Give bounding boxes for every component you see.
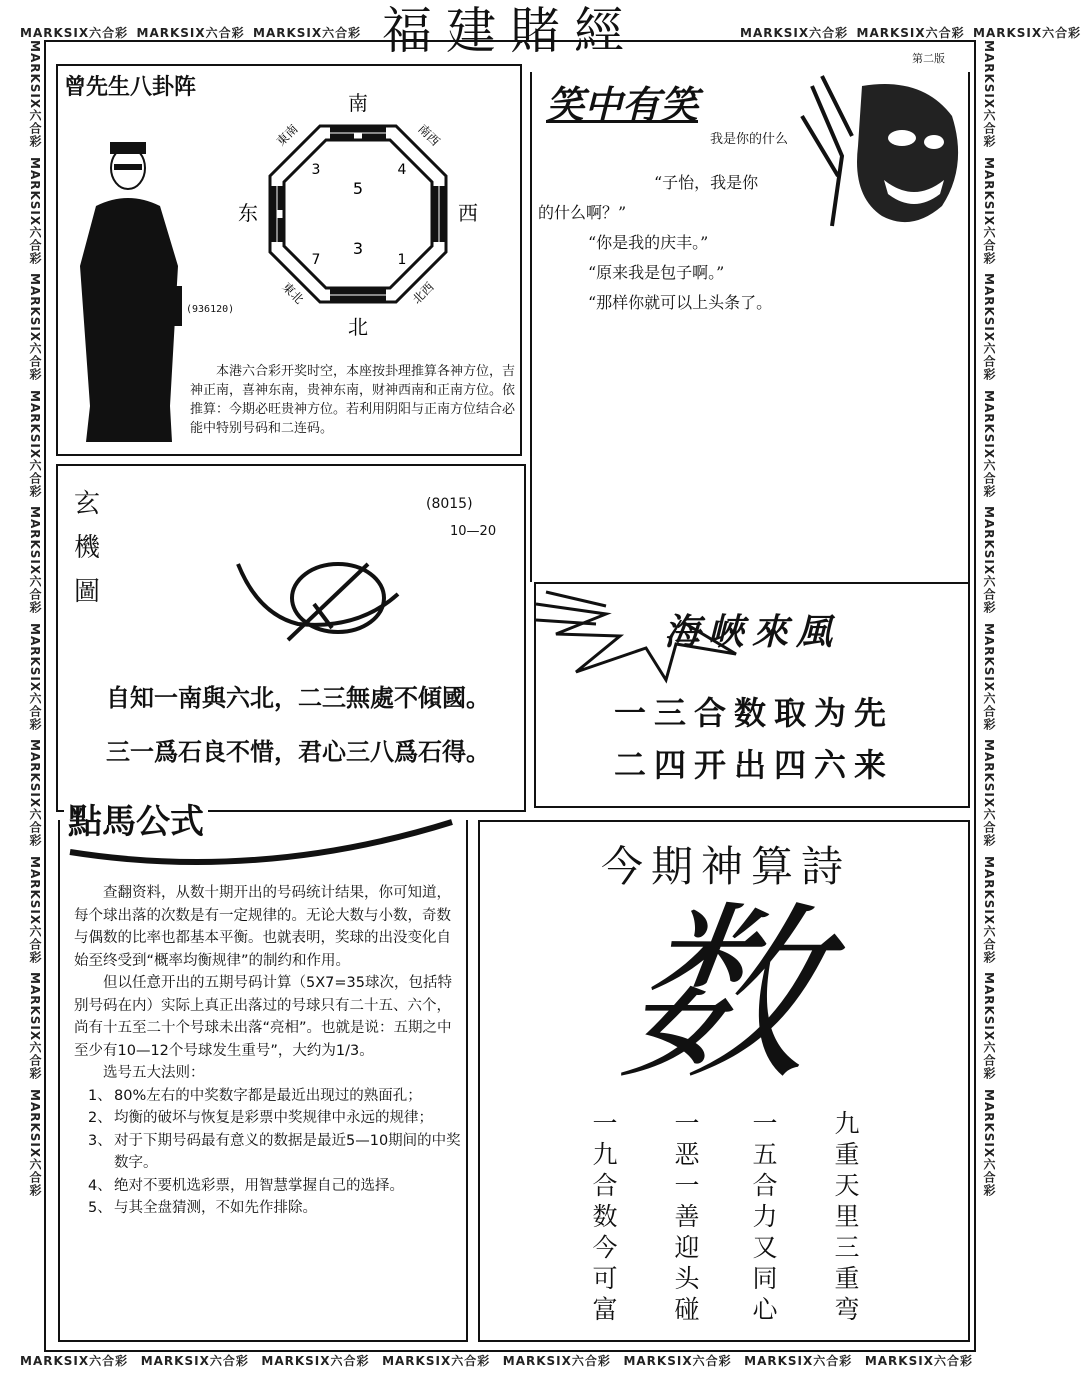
bagua-description: 本港六合彩开奖时空，本座按卦理推算各神方位，吉神正南，喜神东南，贵神东南，财神西南和正南方位。依推算：今期必旺贵神方位。若利用阴阳与正南方位结合必能中特别号码和二连码。 xyxy=(190,364,516,436)
xuanji-range: 10—20 xyxy=(450,524,497,539)
border-unit: MARKSIX六合彩 xyxy=(982,156,996,265)
dir-northeast: 東北 xyxy=(279,279,307,307)
border-unit: MARKSIX六合彩 xyxy=(982,1088,996,1197)
bagua-title: 曾先生八卦阵 xyxy=(64,75,197,100)
haixia-title: 海峽來風 xyxy=(664,611,841,653)
dianma-rules-heading: 选号五大法则： xyxy=(103,1065,205,1081)
border-left-strip xyxy=(22,40,44,1340)
poem-title: 今期神算詩 xyxy=(600,842,851,891)
dir-southwest: 南西 xyxy=(415,121,443,149)
masthead-title: 福建賭經 xyxy=(382,2,638,60)
rule-number: 2、 xyxy=(88,1110,112,1126)
dianma-body xyxy=(74,882,464,1220)
dianma-rule xyxy=(74,1175,464,1198)
rule-number: 3、 xyxy=(88,1132,112,1149)
dir-southeast: 東南 xyxy=(273,121,301,149)
border-unit: MARKSIX六合彩 xyxy=(982,855,996,964)
dianma-rule xyxy=(74,1130,464,1175)
rule-text: 对于下期号码最有意义的数据是最近5—10期间的中奖数字。 xyxy=(114,1132,461,1171)
dir-west: 西 xyxy=(458,201,478,225)
bagua-diagram xyxy=(234,90,482,338)
haixia-section xyxy=(534,582,970,808)
dianma-rule xyxy=(74,1197,464,1220)
border-unit: MARKSIX六合彩 xyxy=(28,156,42,265)
border-unit: MARKSIX六合彩 xyxy=(28,40,42,149)
xuanji-section xyxy=(56,464,526,812)
border-unit: MARKSIX六合彩 xyxy=(28,972,42,1081)
xuanji-verse-1: 自知一南與六北，二三無處不傾國。 xyxy=(106,684,490,712)
joke-line: “那样你就可以上头条了。 xyxy=(588,293,773,312)
border-unit: MARKSIX六合彩 xyxy=(382,1354,491,1368)
xuanji-verse-2: 三一爲石良不惜，君心三八爲石得。 xyxy=(106,738,490,766)
border-unit: MARKSIX六合彩 xyxy=(982,273,996,382)
joke-section xyxy=(530,72,970,582)
dir-east: 东 xyxy=(238,201,258,225)
border-unit: MARKSIX六合彩 xyxy=(864,1354,973,1368)
border-unit: MARKSIX六合彩 xyxy=(28,1088,42,1197)
poem-column: 九 重 天 里 三 重 弯 xyxy=(834,1109,860,1324)
border-unit: MARKSIX六合彩 xyxy=(28,622,42,731)
dianma-title: 點馬公式 xyxy=(64,794,208,843)
border-unit: MARKSIX六合彩 xyxy=(982,506,996,615)
rule-text: 与其全盘猜测，不如先作排除。 xyxy=(114,1200,317,1216)
border-unit: MARKSIX六合彩 xyxy=(28,855,42,964)
rule-text: 均衡的破坏与恢复是彩票中奖规律中永远的规律； xyxy=(114,1110,433,1126)
dianma-rule xyxy=(74,1085,464,1108)
border-unit: MARKSIX六合彩 xyxy=(502,1354,611,1368)
xuanji-title xyxy=(70,482,104,614)
border-unit: MARKSIX六合彩 xyxy=(20,26,129,40)
poem-column: 一 恶 一 善 迎 头 碰 xyxy=(674,1109,700,1324)
border-bottom-strip xyxy=(20,1352,1002,1372)
joke-line: 的什么啊？” xyxy=(538,203,627,222)
haixia-verse-1: 一三合数取为先 xyxy=(613,694,894,732)
poem-column: 一 九 合 数 今 可 富 xyxy=(592,1109,618,1324)
joke-title: 笑中有笑 xyxy=(546,82,699,127)
border-unit: MARKSIX六合彩 xyxy=(740,26,849,40)
border-unit: MARKSIX六合彩 xyxy=(623,1354,732,1368)
border-unit: MARKSIX六合彩 xyxy=(982,972,996,1081)
joke-dialogue xyxy=(538,168,838,318)
border-unit: MARKSIX六合彩 xyxy=(856,26,965,40)
bagua-num-7: 7 xyxy=(311,252,321,268)
rule-text: 80%左右的中奖数字都是最近出现过的熟面孔； xyxy=(114,1087,422,1104)
border-unit: MARKSIX六合彩 xyxy=(253,26,362,40)
border-unit: MARKSIX六合彩 xyxy=(982,389,996,498)
dianma-section xyxy=(58,802,468,1342)
poem-key-character: 数 xyxy=(609,885,831,1106)
poem-column: 一 五 合 力 又 同 心 xyxy=(752,1109,778,1324)
xuanji-title-char: 機 xyxy=(73,533,100,563)
border-unit: MARKSIX六合彩 xyxy=(982,739,996,848)
poem-section xyxy=(478,820,970,1342)
border-unit: MARKSIX六合彩 xyxy=(261,1354,370,1368)
dianma-rule xyxy=(74,1107,464,1130)
person-figure-icon xyxy=(66,106,196,446)
bagua-code: (936120) xyxy=(186,304,235,315)
xuanji-title-char: 玄 xyxy=(73,489,100,519)
rule-number: 1、 xyxy=(88,1087,112,1104)
xuanji-sketch-icon xyxy=(228,544,428,654)
bagua-num-4: 4 xyxy=(397,162,407,178)
bagua-num-3b: 3 xyxy=(352,239,364,258)
border-unit: MARKSIX六合彩 xyxy=(28,389,42,498)
dianma-paragraph: 查翻资料，从数十期开出的号码统计结果，你可知道，每个球出落的次数是有一定规律的。无论大数与小数，奇数与偶数的比率也都基本平衡。也就表明，奖球的出没变化自始至终受到“概率均衡规律”的制约和作用。 xyxy=(74,885,451,969)
border-right-strip xyxy=(976,40,998,1340)
border-unit: MARKSIX六合彩 xyxy=(982,622,996,731)
rule-number: 4、 xyxy=(88,1177,112,1194)
border-unit: MARKSIX六合彩 xyxy=(136,26,245,40)
border-unit: MARKSIX六合彩 xyxy=(973,26,1081,40)
rule-number: 5、 xyxy=(88,1200,112,1216)
bagua-num-3: 3 xyxy=(311,162,321,178)
border-unit: MARKSIX六合彩 xyxy=(28,273,42,382)
xuanji-code: (8015) xyxy=(426,496,473,512)
xuanji-title-char: 圖 xyxy=(73,577,100,607)
border-unit: MARKSIX六合彩 xyxy=(20,1354,129,1368)
rule-text: 绝对不要机选彩票，用智慧掌握自己的选择。 xyxy=(114,1177,404,1194)
border-unit: MARKSIX六合彩 xyxy=(982,40,996,149)
bagua-num-1: 1 xyxy=(397,252,407,268)
joke-line: “原来我是包子啊。” xyxy=(588,263,725,282)
joke-subtitle: 我是你的什么 xyxy=(710,132,789,147)
dianma-paragraph: 但以任意开出的五期号码计算（5X7=35球次，包括特别号码在内）实际上真正出落过的号球只有二十五、六个，尚有十五至二十个号球未出落“亮相”。也就是说：五期之中至少有10—12个号球发生重号”，大约为1/3。 xyxy=(74,975,452,1059)
dir-northwest: 北西 xyxy=(409,279,437,307)
joke-line: “子怡，我是你 xyxy=(654,173,759,192)
dir-north: 北 xyxy=(348,315,368,339)
haixia-verse-2: 二四开出四六来 xyxy=(613,746,894,784)
bagua-section xyxy=(56,64,522,456)
border-unit: MARKSIX六合彩 xyxy=(28,506,42,615)
border-unit: MARKSIX六合彩 xyxy=(140,1354,249,1368)
joke-line: “你是我的庆丰。” xyxy=(588,233,709,252)
dir-south: 南 xyxy=(348,91,368,115)
bagua-num-5: 5 xyxy=(352,179,364,198)
border-unit: MARKSIX六合彩 xyxy=(28,739,42,848)
edition-label: 第二版 xyxy=(912,52,945,65)
border-unit: MARKSIX六合彩 xyxy=(744,1354,853,1368)
